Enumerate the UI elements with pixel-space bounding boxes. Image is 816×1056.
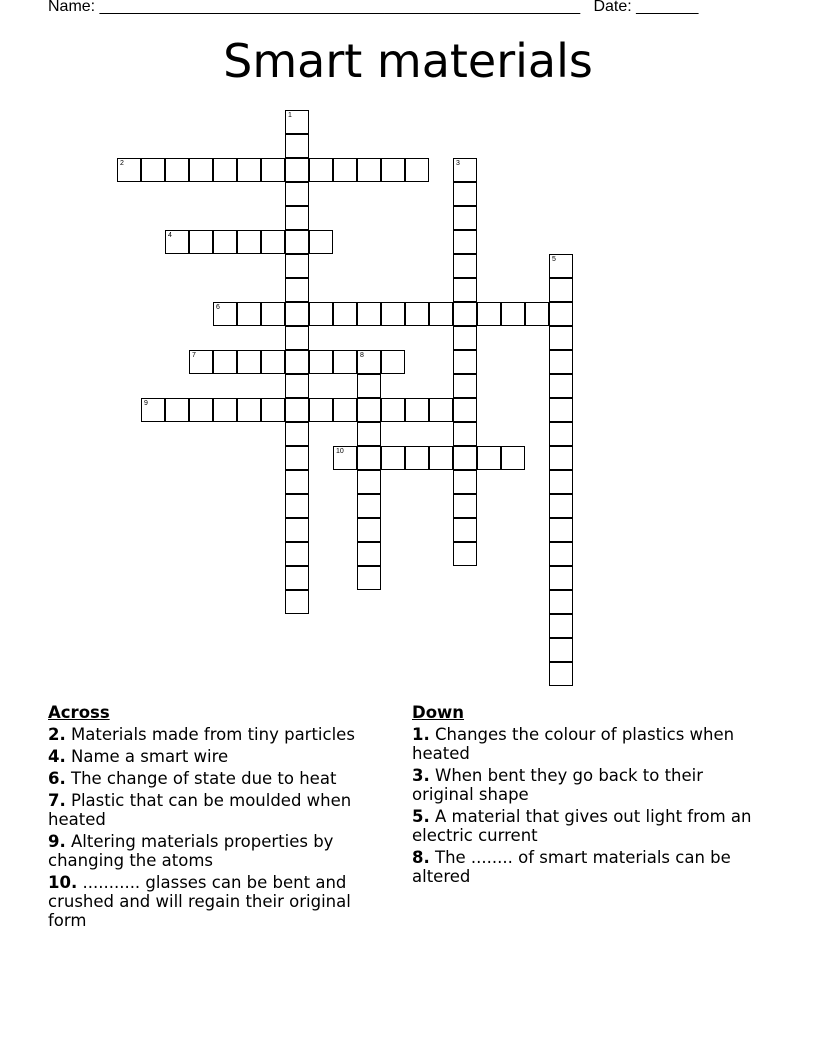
grid-cell[interactable]: [213, 230, 237, 254]
clue-across-7: 7. Plastic that can be moulded when heated: [48, 791, 352, 829]
grid-cell[interactable]: [285, 158, 309, 182]
grid-cell[interactable]: [549, 278, 573, 302]
grid-cell[interactable]: [549, 254, 573, 278]
grid-cell[interactable]: [549, 374, 573, 398]
grid-cell[interactable]: [453, 302, 477, 326]
grid-cell[interactable]: [405, 158, 429, 182]
grid-cell[interactable]: [285, 446, 309, 470]
down-clues: [412, 703, 762, 889]
grid-cell[interactable]: [141, 398, 165, 422]
grid-cell[interactable]: [285, 254, 309, 278]
grid-cell[interactable]: [477, 302, 501, 326]
grid-cell[interactable]: [357, 350, 381, 374]
grid-cell[interactable]: [237, 350, 261, 374]
grid-cell[interactable]: [549, 542, 573, 566]
page-title: Smart materials: [223, 34, 593, 88]
grid-cell[interactable]: [357, 494, 381, 518]
grid-cell[interactable]: [357, 374, 381, 398]
grid-cell[interactable]: [237, 230, 261, 254]
grid-cell[interactable]: [309, 302, 333, 326]
grid-cell[interactable]: [285, 422, 309, 446]
date-field[interactable]: _______: [636, 0, 699, 15]
grid-cell[interactable]: [357, 566, 381, 590]
grid-cell[interactable]: [285, 374, 309, 398]
grid-cell[interactable]: [285, 110, 309, 134]
grid-cell[interactable]: [381, 446, 405, 470]
grid-cell[interactable]: [549, 638, 573, 662]
grid-cell[interactable]: [285, 206, 309, 230]
grid-cell[interactable]: [501, 446, 525, 470]
grid-cell[interactable]: [405, 446, 429, 470]
grid-cell[interactable]: [453, 542, 477, 566]
clue-number: 9: [144, 400, 148, 407]
across-heading: Across: [48, 703, 110, 722]
grid-cell[interactable]: [141, 158, 165, 182]
clue-number: 3: [456, 160, 460, 167]
grid-cell[interactable]: [477, 446, 501, 470]
grid-cell[interactable]: [285, 326, 309, 350]
name-label: Name:: [48, 0, 96, 15]
grid-cell[interactable]: [285, 230, 309, 254]
grid-cell[interactable]: [333, 302, 357, 326]
clue-number: 6: [216, 304, 220, 311]
grid-cell[interactable]: [549, 590, 573, 614]
grid-cell[interactable]: [357, 398, 381, 422]
grid-cell[interactable]: [381, 158, 405, 182]
grid-cell[interactable]: [285, 470, 309, 494]
grid-cell[interactable]: [549, 518, 573, 542]
clue-across-6: 6. The change of state due to heat: [48, 769, 337, 788]
grid-cell[interactable]: [333, 350, 357, 374]
grid-cell[interactable]: [453, 374, 477, 398]
grid-cell[interactable]: [357, 542, 381, 566]
grid-cell[interactable]: [189, 350, 213, 374]
grid-cell[interactable]: [405, 398, 429, 422]
grid-cell[interactable]: [261, 398, 285, 422]
grid-cell[interactable]: [549, 398, 573, 422]
grid-cell[interactable]: [309, 158, 333, 182]
clue-number: 1: [288, 112, 292, 119]
grid-cell[interactable]: [213, 158, 237, 182]
grid-cell[interactable]: [549, 494, 573, 518]
grid-cell[interactable]: [357, 302, 381, 326]
clue-across-2: 2. Materials made from tiny particles: [48, 725, 355, 744]
grid-cell[interactable]: [237, 302, 261, 326]
grid-cell[interactable]: [165, 230, 189, 254]
grid-cell[interactable]: [285, 494, 309, 518]
grid-cell[interactable]: [549, 662, 573, 686]
grid-cell[interactable]: [429, 446, 453, 470]
grid-cell[interactable]: [549, 302, 573, 326]
grid-cell[interactable]: [549, 566, 573, 590]
grid-cell[interactable]: [453, 278, 477, 302]
name-field[interactable]: ______________________________________________________: [99, 0, 581, 15]
grid-cell[interactable]: [453, 350, 477, 374]
grid-cell[interactable]: [549, 326, 573, 350]
grid-cell[interactable]: [117, 158, 141, 182]
grid-cell[interactable]: [357, 518, 381, 542]
grid-cell[interactable]: [213, 302, 237, 326]
grid-cell[interactable]: [333, 398, 357, 422]
grid-cell[interactable]: [357, 446, 381, 470]
grid-cell[interactable]: [453, 398, 477, 422]
grid-cell[interactable]: [549, 614, 573, 638]
clue-number: 10: [336, 448, 344, 455]
grid-cell[interactable]: [261, 230, 285, 254]
grid-cell[interactable]: [453, 254, 477, 278]
grid-cell[interactable]: [165, 158, 189, 182]
grid-cell[interactable]: [285, 518, 309, 542]
grid-cell[interactable]: [525, 302, 549, 326]
clue-across-10: 10. ........... glasses can be bent and crushed and will regain their original form: [48, 873, 351, 930]
grid-cell[interactable]: [165, 398, 189, 422]
grid-cell[interactable]: [549, 422, 573, 446]
clue-down-5: 5. A material that gives out light from an electric current: [412, 807, 752, 845]
grid-cell[interactable]: [453, 206, 477, 230]
grid-cell[interactable]: [285, 566, 309, 590]
grid-cell[interactable]: [453, 518, 477, 542]
grid-cell[interactable]: [309, 398, 333, 422]
grid-cell[interactable]: [285, 182, 309, 206]
grid-cell[interactable]: [237, 398, 261, 422]
clue-down-8: 8. The ........ of smart materials can be altered: [412, 848, 731, 886]
grid-cell[interactable]: [381, 350, 405, 374]
clue-number: 4: [168, 232, 172, 239]
grid-cell[interactable]: [285, 590, 309, 614]
clue-across-9: 9. Altering materials properties by changing the atoms: [48, 832, 334, 870]
grid-cell[interactable]: [549, 470, 573, 494]
grid-cell[interactable]: [213, 350, 237, 374]
grid-cell[interactable]: [453, 494, 477, 518]
grid-cell[interactable]: [405, 302, 429, 326]
clue-down-1: 1. Changes the colour of plastics when heated: [412, 725, 735, 763]
grid-cell[interactable]: [285, 350, 309, 374]
grid-cell[interactable]: [381, 302, 405, 326]
grid-cell[interactable]: [453, 230, 477, 254]
grid-cell[interactable]: [453, 158, 477, 182]
grid-cell[interactable]: [357, 422, 381, 446]
date-label: Date:: [593, 0, 632, 15]
grid-cell[interactable]: [285, 398, 309, 422]
clue-number: 5: [552, 256, 556, 263]
grid-cell[interactable]: [549, 446, 573, 470]
clue-down-3: 3. When bent they go back to their original shape: [412, 766, 704, 804]
grid-cell[interactable]: [189, 230, 213, 254]
grid-cell[interactable]: [453, 182, 477, 206]
grid-cell[interactable]: [261, 158, 285, 182]
clue-number: 2: [120, 160, 124, 167]
grid-cell[interactable]: [429, 302, 453, 326]
grid-cell[interactable]: [333, 158, 357, 182]
down-heading: Down: [412, 703, 465, 722]
grid-cell[interactable]: [357, 158, 381, 182]
grid-cell[interactable]: [357, 470, 381, 494]
grid-cell[interactable]: [189, 398, 213, 422]
grid-cell[interactable]: [261, 350, 285, 374]
grid-cell[interactable]: [237, 158, 261, 182]
grid-cell[interactable]: [189, 158, 213, 182]
clue-number: 7: [192, 352, 196, 359]
grid-cell[interactable]: [285, 134, 309, 158]
grid-cell[interactable]: [501, 302, 525, 326]
grid-cell[interactable]: [453, 446, 477, 470]
clue-number: 8: [360, 352, 364, 359]
grid-cell[interactable]: [285, 542, 309, 566]
grid-cell[interactable]: [333, 446, 357, 470]
grid-cell[interactable]: [453, 470, 477, 494]
grid-cell[interactable]: [309, 350, 333, 374]
grid-cell[interactable]: [213, 398, 237, 422]
grid-cell[interactable]: [453, 326, 477, 350]
grid-cell[interactable]: [309, 230, 333, 254]
across-clues: [48, 703, 393, 933]
grid-cell[interactable]: [453, 422, 477, 446]
grid-cell[interactable]: [429, 398, 453, 422]
grid-cell[interactable]: [285, 278, 309, 302]
grid-cell[interactable]: [261, 302, 285, 326]
grid-cell[interactable]: [285, 302, 309, 326]
clue-across-4: 4. Name a smart wire: [48, 747, 229, 766]
grid-cell[interactable]: [549, 350, 573, 374]
grid-cell[interactable]: [381, 398, 405, 422]
